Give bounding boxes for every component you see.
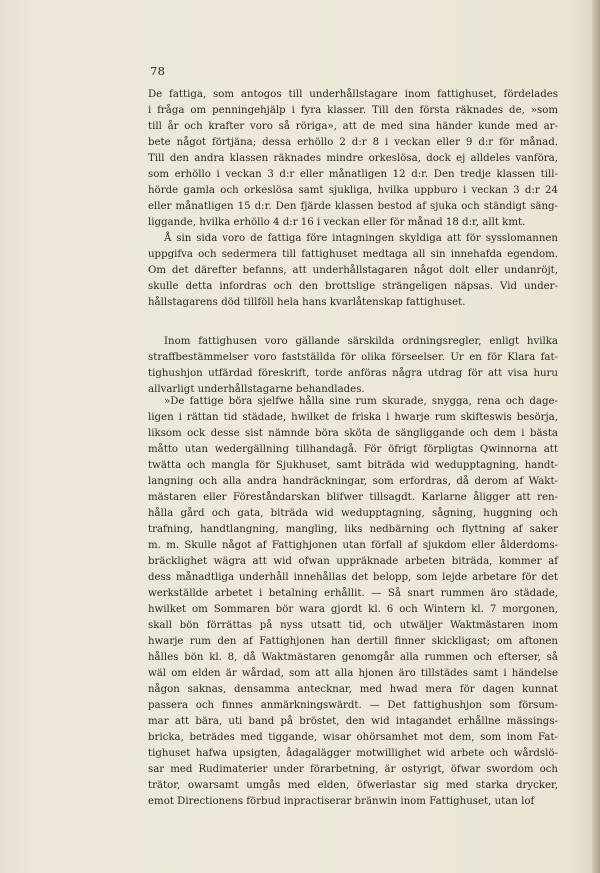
text-line: hålles bön kl. 8, då Waktmästaren genomgår alla rummen och efterser, så <box>148 652 558 663</box>
text-line: som erhöllo i veckan 3 d:r eller månatligen 12 d:r. Den tredje klassen till- <box>148 169 558 180</box>
text-line: liggande, hvilka erhöllo 4 d:r 16 i veckan eller för månad 18 d:r, allt kmt. <box>148 217 526 228</box>
text-line: hålla gård och gata, biträda wid wedupptagning, sågning, huggning och <box>148 508 558 519</box>
text-line: trätor, owarsamt umgås med elden, öfwerlastar sig med starka drycker, <box>148 780 558 791</box>
text-line: wäl om elden är wårdad, som att alla hjonen äro tillstädes samt i händelse <box>148 668 558 679</box>
text-line: straffbestämmelser voro fastställda för olika förseelser. Ur en för Klara fat- <box>148 352 558 363</box>
text-line: trafning, handtlangning, mangling, liks nedbärning och flyttning af saker <box>148 524 558 535</box>
text-line: Å sin sida voro de fattiga före intagningen skyldiga att för sysslomannen <box>164 233 558 244</box>
text-line: m. m. Skulle något af Fattighjonen utan förfall af sjukdom eller ålderdoms- <box>148 540 558 551</box>
page-number: 78 <box>150 64 166 78</box>
text-line: emot Directionens förbud inpractiserar bränwin inom Fattighuset, utan lof <box>148 796 535 807</box>
text-line: mästaren eller Föreståndarskan blifwer tillsagdt. Karlarne åligger att ren- <box>148 492 558 503</box>
text-line: Till den andra klassen räknades mindre orkeslösa, dock ej alldeles vanföra, <box>148 153 558 164</box>
text-line: werkställde arbetet i betalning erhållit. — Så snart rummen äro städade, <box>148 588 558 599</box>
section-class-allowances <box>148 87 558 311</box>
text-line: dess månadtliga underhåll innehållas det belopp, som lejde arbetare för det <box>148 572 558 583</box>
text-line: hållstagarens död tillföll hela hans kvarlåtenskap fattighuset. <box>148 297 466 308</box>
text-line: hwarje rum den af Fattighjonen han dertill finner skickligast; om aftonen <box>148 636 558 647</box>
section-rules-intro <box>148 334 558 398</box>
text-line: langning och alla andra handräckningar, som erfordras, då derom af Wakt- <box>148 476 558 487</box>
text-line: tighushjon utfärdad föreskrift, torde anföras några utdrag för att visa huru <box>148 368 558 379</box>
paragraph <box>148 334 558 398</box>
text-line: Om det därefter befanns, att underhållstagaren något dolt eller undanröjt, <box>148 265 558 276</box>
text-line: twätta och mangla för Sjukhuset, samt biträda wid wedupptagning, handt- <box>148 460 558 471</box>
text-line: någon saknas, densamma antecknar, med hwad mera för dagen kunnat <box>148 684 558 695</box>
text-line: skall bön förrättas på nyss utsatt tid, och utwäljer Waktmästaren inom <box>148 620 558 631</box>
text-line: tighuset hafwa upsigten, ådagalägger motwillighet wid arbete och wårdslö- <box>148 748 558 759</box>
text-line: De fattiga, som antogos till underhållstagare inom fattighuset, fördelades <box>148 89 558 100</box>
section-rules-quote <box>148 394 558 810</box>
text-line: bricka, beträdes med tiggande, wisar ohörsamhet mot dem, som inom Fat- <box>148 732 558 743</box>
paragraph <box>148 87 558 231</box>
text-line: uppgifva och sedermera till fattighuset medtaga all sin innehafda egendom. <box>148 249 558 260</box>
text-line: ligen i rättan tid städade, hwilket de friska i hwarje rum skifteswis besörja, <box>148 412 558 423</box>
text-line: Inom fattighusen voro gällande särskilda ordningsregler, enligt hvilka <box>164 336 558 347</box>
text-line: skulle detta infordras och den brottslige strängeligen näpsas. Vid under- <box>148 281 558 292</box>
text-line: till år och krafter voro så röriga», att de med sina händer kunde med ar- <box>148 121 558 132</box>
text-line: i fråga om penningehjälp i fyra klasser. Till den första räknades de, »som <box>148 105 558 116</box>
text-line: bete något förtjäna; dessa erhöllo 2 d:r 8 i veckan eller 9 d:r för månad. <box>148 137 558 148</box>
text-line: hörde gamla och orkeslösa samt sjukliga, hvilka uppburo i veckan 3 d:r 24 <box>148 185 558 196</box>
text-line: liksom ock desse sist nämnde böra sköta de sängliggande och dem i bästa <box>148 428 558 439</box>
text-line: måtto utan wedergällning tillhandagå. För öfrigt förpligtas Qwinnorna att <box>148 444 558 455</box>
text-line: eller månatligen 15 d:r. Den fjärde klassen bestod af sjuka och ständigt säng- <box>148 201 558 212</box>
text-line: hwilket om Sommaren bör wara gjordt kl. 6 och Wintern kl. 7 morgonen, <box>148 604 558 615</box>
paragraph <box>148 394 558 810</box>
text-line: sar med Rudimaterier under förarbetning, är ostyrigt, öfwar swordom och <box>148 764 558 775</box>
text-line: passera och finnes anmärkningswärdt. — Det fattighushjon som försum- <box>148 700 558 711</box>
text-line: bräcklighet wägra att wid ofwan uppräknade arbeten biträda, kommer af <box>148 556 558 567</box>
paragraph <box>148 231 558 311</box>
text-line: allvarligt underhållstagarne behandlades. <box>148 384 365 395</box>
page-edge <box>592 0 600 873</box>
text-line: mar att bära, uti band på bröstet, den wid intagandet erhållne mässings- <box>148 716 558 727</box>
text-line: »De fattige böra sjelfwe hålla sine rum skurade, snygga, rena och dage- <box>164 396 558 407</box>
